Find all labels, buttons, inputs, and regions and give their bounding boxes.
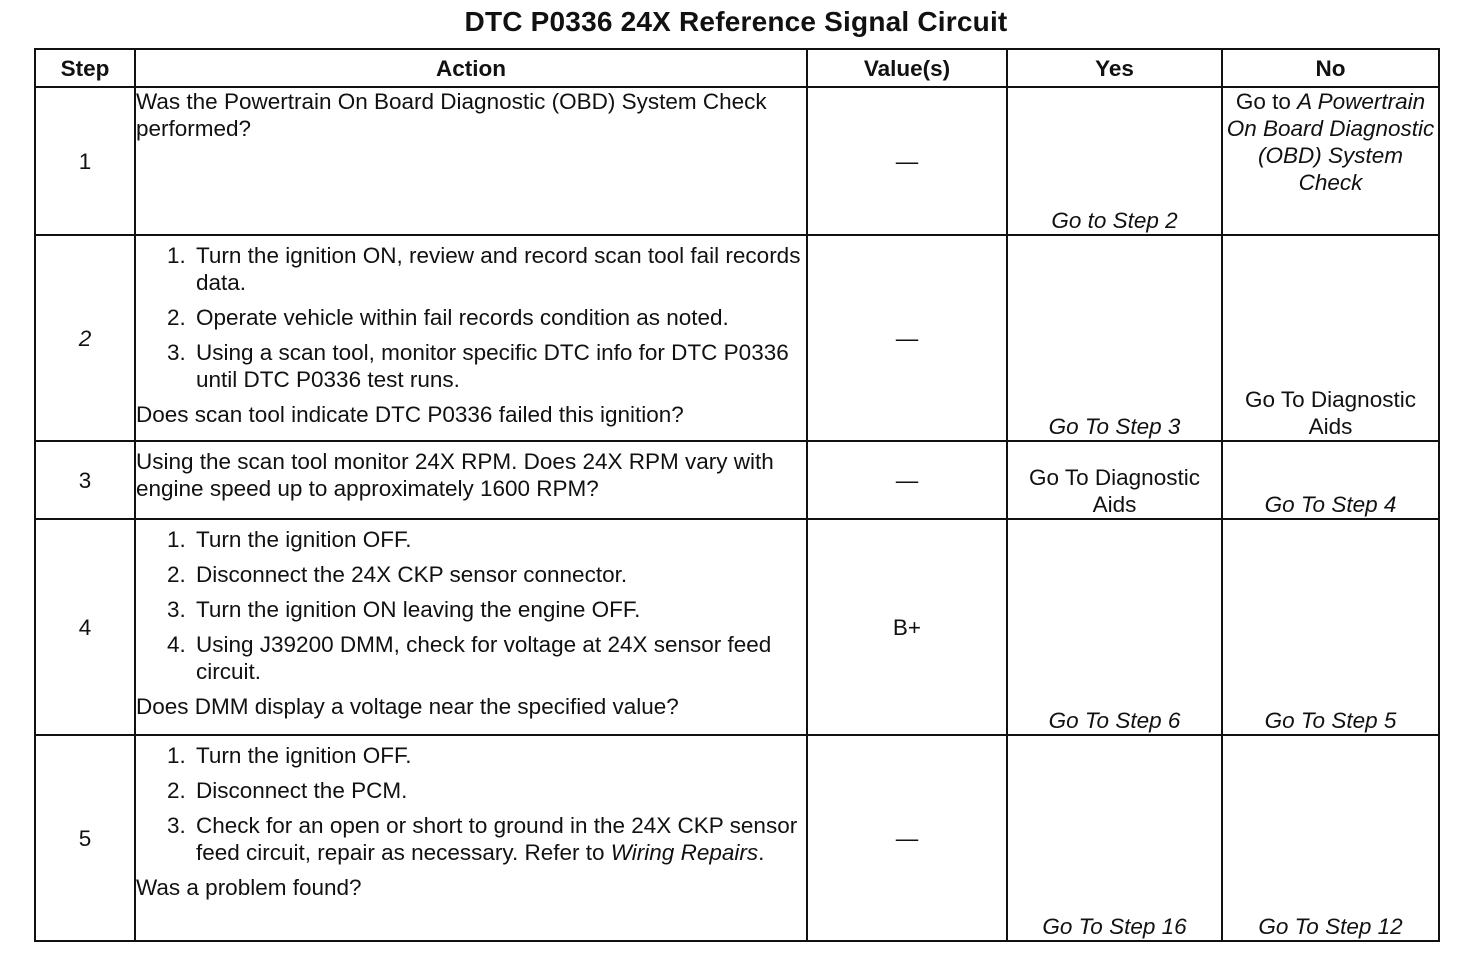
no-goto: Go To Step 12 — [1258, 914, 1403, 939]
action-cell — [135, 441, 807, 519]
no-cell — [1222, 235, 1439, 441]
action-question: Does scan tool indicate DTC P0336 failed this ignition? — [136, 402, 684, 427]
page-title: DTC P0336 24X Reference Signal Circuit — [464, 6, 1008, 37]
action-question: Was a problem found? — [136, 875, 362, 900]
yes-cell — [1007, 235, 1222, 441]
no-cell — [1222, 87, 1439, 235]
action-cell — [135, 735, 807, 941]
header-values: Value(s) — [807, 49, 1007, 87]
action-steps-list — [136, 526, 806, 685]
table-row — [35, 87, 1439, 235]
action-cell — [135, 235, 807, 441]
yes-goto: Go to Step 2 — [1051, 208, 1178, 233]
action-question: Using the scan tool monitor 24X RPM. Does 24X RPM vary with engine speed up to approximately 1600 RPM? — [136, 449, 774, 501]
header-action: Action — [135, 49, 807, 87]
table-row — [35, 441, 1439, 519]
yes-cell — [1007, 87, 1222, 235]
wiring-repairs-reference: Wiring Repairs — [610, 840, 759, 865]
action-steps-list — [136, 242, 806, 393]
no-cell — [1222, 441, 1439, 519]
action-cell — [135, 87, 807, 235]
step-number: 3 — [35, 441, 135, 519]
action-question: Does DMM display a voltage near the specified value? — [136, 694, 679, 719]
action-step-item: 1. Turn the ignition OFF. — [192, 526, 806, 553]
no-goto: Go To Step 5 — [1264, 708, 1397, 733]
action-step-item: 2. Disconnect the 24X CKP sensor connector. — [192, 561, 806, 588]
no-cell — [1222, 519, 1439, 735]
action-step-item: 1. Turn the ignition ON, review and record scan tool fail records data. — [192, 242, 806, 296]
diagnostic-table — [34, 48, 1440, 942]
step-number: 2 — [35, 235, 135, 441]
yes-goto: Go To Diagnostic Aids — [1029, 465, 1200, 517]
action-step-item: 4. Using J39200 DMM, check for voltage at 24X sensor feed circuit. — [192, 631, 806, 685]
no-goto-link: A Powertrain On Board Diagnostic (OBD) System Check — [1226, 89, 1435, 195]
yes-goto: Go To Step 3 — [1048, 414, 1181, 439]
table-row — [35, 735, 1439, 941]
no-goto-prefix: Go to — [1235, 89, 1298, 114]
header-step: Step — [35, 49, 135, 87]
action-steps-list — [136, 742, 806, 866]
action-step-item: 1. Turn the ignition OFF. — [192, 742, 806, 769]
no-goto: Go To Step 4 — [1264, 492, 1397, 517]
action-step-item: 2. Disconnect the PCM. — [192, 777, 806, 804]
action-question: Was the Powertrain On Board Diagnostic (OBD) System Check performed? — [136, 89, 767, 141]
no-goto: Go To Diagnostic Aids — [1245, 387, 1416, 439]
action-step-end: . — [758, 840, 765, 865]
yes-cell — [1007, 441, 1222, 519]
table-row — [35, 519, 1439, 735]
yes-cell — [1007, 735, 1222, 941]
action-step-item: 2. Operate vehicle within fail records condition as noted. — [192, 304, 806, 331]
value-cell: — — [807, 441, 1007, 519]
yes-goto: Go To Step 16 — [1042, 914, 1187, 939]
action-step-item: 3. Using a scan tool, monitor specific DTC info for DTC P0336 until DTC P0336 test runs. — [192, 339, 806, 393]
action-step-item: 3. Turn the ignition ON leaving the engine OFF. — [192, 596, 806, 623]
value-cell: — — [807, 87, 1007, 235]
step-number: 5 — [35, 735, 135, 941]
yes-goto: Go To Step 6 — [1048, 708, 1181, 733]
yes-cell — [1007, 519, 1222, 735]
action-step-item — [192, 812, 806, 866]
value-cell: — — [807, 235, 1007, 441]
table-row — [35, 235, 1439, 441]
action-step-text: Check for an open or short to ground in the 24X CKP sensor feed circuit, repair as necessary. Refer to — [196, 813, 798, 865]
value-cell: B+ — [807, 519, 1007, 735]
table-header-row — [35, 49, 1439, 87]
action-cell — [135, 519, 807, 735]
step-number: 4 — [35, 519, 135, 735]
header-yes: Yes — [1007, 49, 1222, 87]
value-cell: — — [807, 735, 1007, 941]
header-no: No — [1222, 49, 1439, 87]
step-number: 1 — [35, 87, 135, 235]
no-cell — [1222, 735, 1439, 941]
